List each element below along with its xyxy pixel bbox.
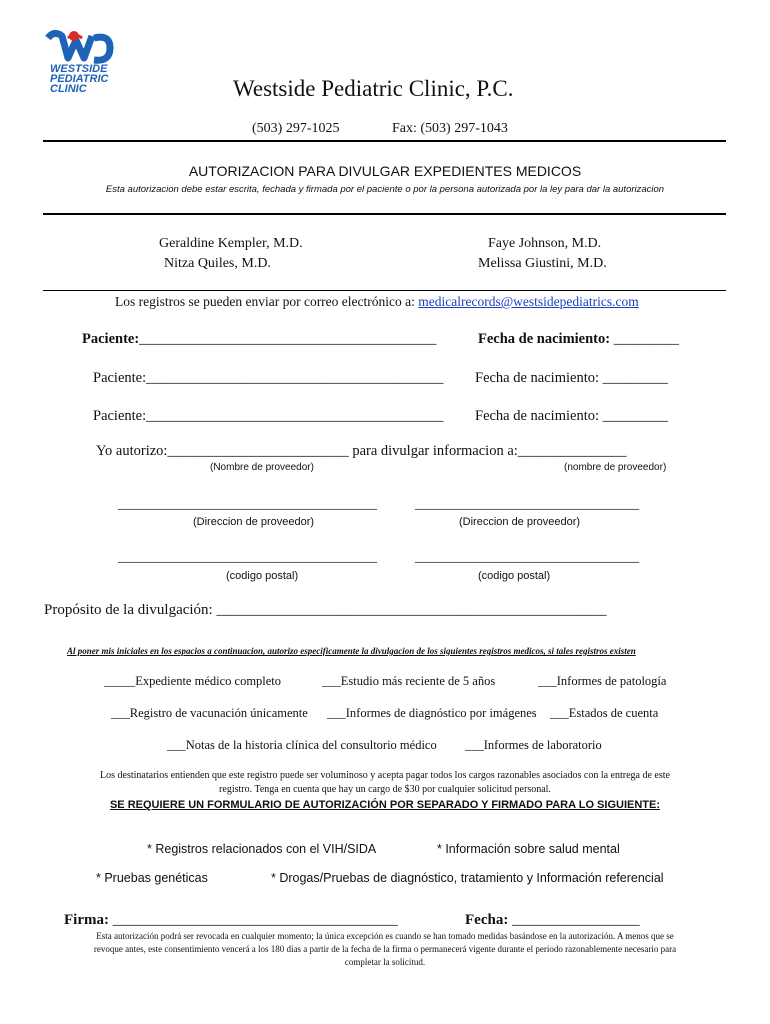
- notice-text: registro. Tenga en cuenta que hay un cargo de $30 por cualquier solicitud personal.: [219, 784, 551, 795]
- provider-zip-field[interactable]: _____________________________________: [118, 550, 377, 565]
- dob-label: Fecha de nacimiento:: [475, 370, 600, 386]
- dob-label: Fecha de nacimiento:: [478, 331, 611, 347]
- separate-item: * Drogas/Pruebas de diagnóstico, tratamiento y Información referencial: [271, 871, 664, 885]
- email-prefix: Los registros se pueden enviar por correo electrónico a:: [115, 294, 415, 309]
- patient-row-1: [82, 331, 436, 348]
- initials-item[interactable]: ___Estudio más reciente de 5 años: [322, 674, 496, 688]
- patient-label: Paciente:: [82, 331, 140, 347]
- separate-item: * Registros relacionados con el VIH/SIDA: [147, 842, 377, 856]
- patient-dob-1: [478, 331, 679, 348]
- patient-dob-2: [475, 370, 668, 387]
- date-row: [465, 912, 640, 929]
- recipient-zip-caption: (codigo postal): [478, 570, 551, 582]
- date-label: Fecha:: [465, 912, 509, 928]
- initials-item[interactable]: ___Registro de vacunación únicamente: [111, 706, 308, 720]
- initials-item[interactable]: ___Informes de patología: [538, 674, 667, 688]
- separate-item: * Información sobre salud mental: [437, 842, 620, 856]
- recipient-address-caption: (Direccion de proveedor): [459, 516, 581, 528]
- patient-dob-3: [475, 408, 668, 425]
- recipient-caption: (nombre de proveedor): [564, 462, 667, 473]
- footer-text: Esta autorización podrá ser revocada en cualquier momento; la única excepción es cuando se han tomado medidas basándose en la autorización. A menos que se: [96, 931, 674, 941]
- signature-label: Firma:: [64, 912, 109, 928]
- signature-field[interactable]: ______________________________________: [112, 912, 398, 928]
- initials-item[interactable]: ___Notas de la historia clínica del consultorio médico: [167, 738, 437, 752]
- patient-name-field[interactable]: _________________________________________: [146, 370, 444, 386]
- logo-text-line: CLINIC: [50, 83, 87, 95]
- authorize-middle-text: para divulgar informacion a:: [352, 443, 518, 459]
- phone-number: (503) 297-1025: [252, 121, 340, 136]
- footer-text: revoque antes, este consentimiento vencerá a los 180 días a partir de la fecha de la firma o permanecerá vigente durante el período razonablemente necesario para: [93, 944, 677, 954]
- email-line: [115, 294, 639, 310]
- dob-field[interactable]: _________: [602, 370, 668, 386]
- authorize-label: Yo autorizo:: [96, 443, 168, 459]
- fax-number: Fax: (503) 297-1043: [392, 121, 508, 136]
- initials-item[interactable]: ___Informes de laboratorio: [465, 738, 602, 752]
- authorize-provider-field[interactable]: _________________________: [167, 443, 349, 459]
- logo-graphic-icon: [44, 28, 120, 68]
- notice-text: Los destinatarios entienden que este registro puede ser voluminoso y acepta pagar todos los cargos razonables asociados con la entrega de este: [100, 770, 670, 781]
- title-rule: [43, 213, 726, 215]
- recipient-zip-field[interactable]: ________________________________: [415, 550, 639, 565]
- initials-item[interactable]: ___Informes de diagnóstico por imágenes: [327, 706, 537, 720]
- logo-text-line: WESTSIDE: [50, 63, 108, 75]
- separate-item: * Pruebas genéticas: [96, 871, 208, 885]
- patient-name-field[interactable]: _________________________________________: [139, 331, 437, 347]
- recipient-provider-field[interactable]: _______________: [517, 443, 627, 459]
- notice-heading: SE REQUIERE UN FORMULARIO DE AUTORIZACIÓN POR SEPARADO Y FIRMADO PARA LO SIGUIENTE:: [109, 799, 661, 811]
- email-link[interactable]: medicalrecords@westsidepediatrics.com: [418, 294, 639, 309]
- purpose-label: Propósito de la divulgación:: [44, 602, 213, 618]
- doctor-name: Nitza Quiles, M.D.: [164, 256, 271, 271]
- date-field[interactable]: _________________: [512, 912, 640, 928]
- initials-heading: Al poner mis iniciales en los espacios a continuacion, autorizo especificamente la divulgacion de los siguientes registros medicos, si tales registros existen: [67, 646, 636, 656]
- dob-field[interactable]: _________: [602, 408, 668, 424]
- dob-label: Fecha de nacimiento:: [475, 408, 600, 424]
- provider-address-caption: (Direccion de proveedor): [193, 516, 315, 528]
- patient-label: Paciente:: [93, 370, 147, 386]
- recipient-address-field[interactable]: ________________________________: [415, 497, 639, 512]
- form-title: AUTORIZACION PARA DIVULGAR EXPEDIENTES MEDICOS: [188, 163, 582, 179]
- form-subtitle: Esta autorizacion debe estar escrita, fechada y firmada por el paciente o por la persona autorizada por la ley para dar la autorizacion: [105, 184, 665, 195]
- initials-item[interactable]: ___Estados de cuenta: [550, 706, 659, 720]
- doctors-rule: [43, 290, 726, 291]
- doctor-name: Faye Johnson, M.D.: [488, 236, 602, 251]
- signature-row: [64, 912, 398, 929]
- provider-caption: (Nombre de proveedor): [210, 462, 314, 473]
- logo-text-line: PEDIATRIC: [50, 73, 109, 85]
- patient-label: Paciente:: [93, 408, 147, 424]
- authorize-row: [96, 443, 627, 460]
- header-rule: [43, 140, 726, 142]
- initials-item[interactable]: _____Expediente médico completo: [104, 674, 282, 688]
- purpose-field[interactable]: ____________________________________________________: [216, 602, 607, 618]
- patient-row-2: [93, 370, 443, 387]
- footer-text: completar la solicitud.: [344, 957, 426, 967]
- clinic-name: Westside Pediatric Clinic, P.C.: [233, 76, 514, 101]
- patient-name-field[interactable]: _________________________________________: [146, 408, 444, 424]
- patient-row-3: [93, 408, 443, 425]
- dob-field[interactable]: _________: [613, 331, 679, 347]
- purpose-row: [44, 602, 606, 619]
- provider-address-field[interactable]: _____________________________________: [118, 497, 377, 512]
- provider-zip-caption: (codigo postal): [226, 570, 299, 582]
- doctor-name: Melissa Giustini, M.D.: [478, 256, 607, 271]
- clinic-logo: [44, 28, 124, 98]
- doctor-name: Geraldine Kempler, M.D.: [159, 236, 303, 251]
